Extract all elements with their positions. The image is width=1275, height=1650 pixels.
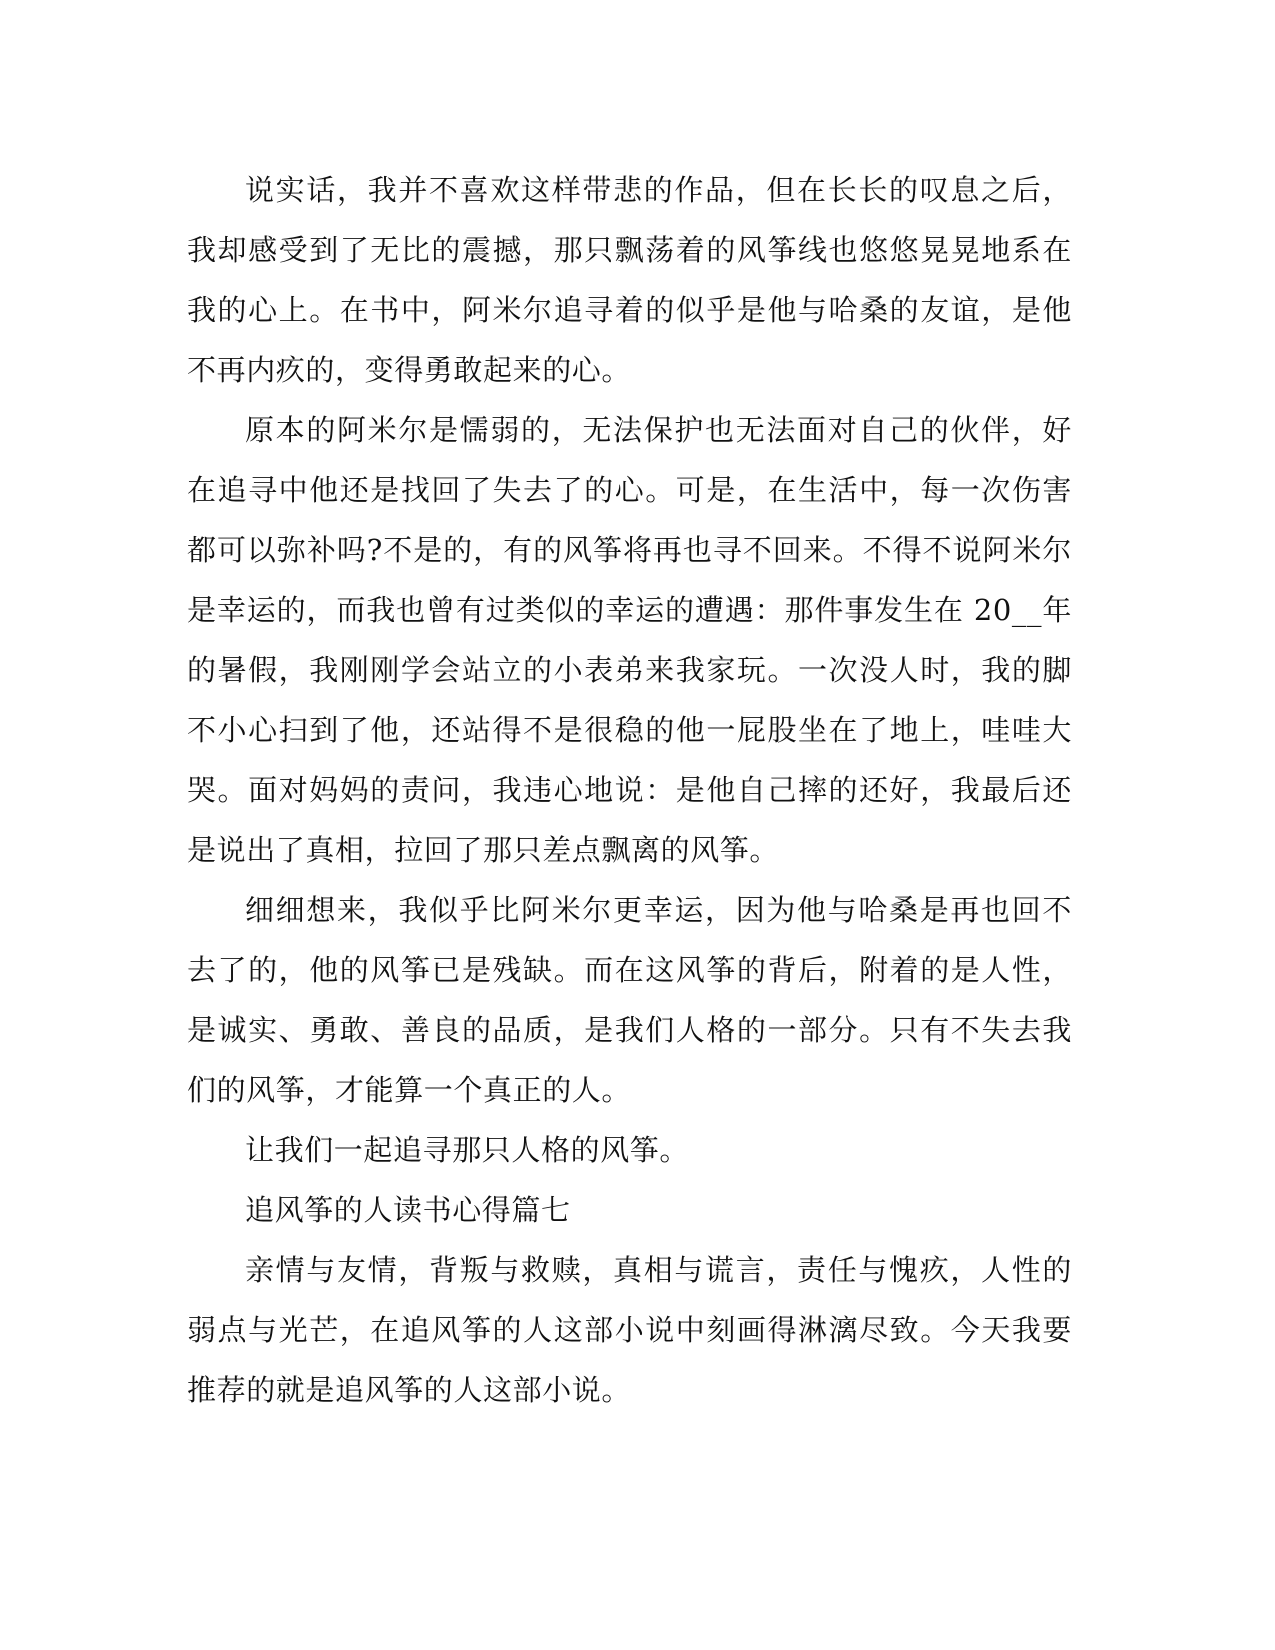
paragraph-conclusion: 细细想来，我似乎比阿米尔更幸运，因为他与哈桑是再也回不去了的，他的风筝已是残缺。而在这风筝的背后，附着的是人性，是诚实、勇敢、善良的品质，是我们人格的一部分。只有不失去我们的风筝，才能算一个真正的人。 [187,893,1072,1107]
paragraph-reflection: 说实话，我并不喜欢这样带悲的作品，但在长长的叹息之后，我却感受到了无比的震撼，那只飘荡着的风筝线也悠悠晃晃地系在我的心上。在书中，阿米尔追寻着的似乎是他与哈桑的友谊，是他不再内疚的，变得勇敢起来的心。 [187,173,1072,387]
section-heading: 追风筝的人读书心得篇七 [245,1193,571,1227]
paragraph-recommendation: 亲情与友情，背叛与救赎，真相与谎言，责任与愧疚，人性的弱点与光芒，在追风筝的人这部小说中刻画得淋漓尽致。今天我要推荐的就是追风筝的人这部小说。 [187,1253,1072,1407]
body-text [187,160,1072,1420]
paragraph-personal-story: 原本的阿米尔是懦弱的，无法保护也无法面对自己的伙伴，好在追寻中他还是找回了失去了的心。可是，在生活中，每一次伤害都可以弥补吗?不是的，有的风筝将再也寻不回来。不得不说阿米尔是幸运的，而我也曾有过类似的幸运的遭遇：那件事发生在 20__年的暑假，我刚刚学会站立的小表弟来我家玩。一次没人时，我的脚不小心扫到了他，还站得不是很稳的他一屁股坐在了地上，哇哇大哭。面对妈妈的责问，我违心地说：是他自己摔的还好，我最后还是说出了真相，拉回了那只差点飘离的风筝。 [187,413,1072,867]
paragraph-call-to-action: 让我们一起追寻那只人格的风筝。 [245,1133,690,1167]
